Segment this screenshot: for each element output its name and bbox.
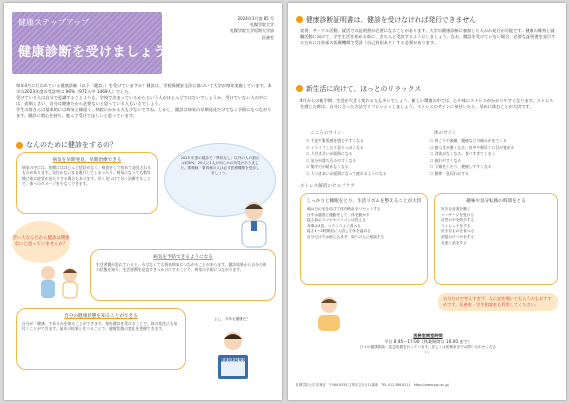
- benefit-bubble-know-health: 自分の健康状態を知ることができる 自分が「健康」であるかを知ることができます。毎年健診を受けることで、体の変化にも気付くことができます。前年の結果と比べることで、健康状態の変化を把握できます。: [16, 308, 186, 370]
- selfcare-label: ストレス解消のセルフケア: [300, 184, 355, 189]
- list-item: 自然の中を散歩する: [441, 218, 475, 223]
- relax-text: 4月からの新学期、生活が大きく変わる人も多いでしょう。新しい環境の中では、心や体にストレスがかかりやすくなります。ストレスを感じた時は、自分に合った方法でリフレッシュしましょう。ストレスのサインに気付いたら、早めに休むことが大切です。: [300, 98, 554, 109]
- mind-signs-label: こころのサイン: [310, 131, 342, 136]
- page-right: [288, 3, 566, 400]
- bullet-dot-icon: [16, 142, 23, 149]
- checklist-item[interactable]: ☐ 食欲がなくなる、食べすぎてしまう: [430, 151, 560, 158]
- bullet-dot-icon: [296, 16, 303, 23]
- list-item: マッサージを受ける: [441, 212, 474, 217]
- list-item: 自分だけでは抱え込まず、周りの人に相談する: [307, 234, 385, 239]
- checklist-item[interactable]: ☐ 気分が落ち込みやすくなる: [306, 158, 426, 165]
- selfcare-sleep-box: しっかりと睡眠をとり、生活リズムを整えることが大切 朝は日の光を浴びて体内時計をリセットする 日中は適度に運動をして、体を動かす 寝る前のスマホやパソコンは控える 食事は3食、バランスよく食べる 寝る1〜2時間前に入浴して体を温める 自分だけでは抱え込まず、周りの人に相談する: [300, 193, 428, 285]
- checklist-item[interactable]: ☐ 不安や緊張感を感じやすくなる: [306, 138, 426, 145]
- list-item: 日中は適度に運動をして、体を動かす: [307, 212, 370, 217]
- list-item: 寝る前のスマホやパソコンは控える: [307, 218, 366, 223]
- why-heading: なんのために健診をするの？: [16, 140, 117, 150]
- list-item: 友達と話をする: [441, 240, 467, 245]
- footer-contact: 札幌学院大学 医務室 〒069-8555 江別市文京台11番地 TEL 011-386-8111 https://www.sgu.ac.jp/: [296, 383, 450, 387]
- checklist-item[interactable]: ☐ 下痢をしたり、便秘しやすくなる: [430, 164, 560, 171]
- list-item: 朝は日の光を浴びて体内時計をリセットする: [307, 207, 381, 211]
- list-item: 食事は3食、バランスよく食べる: [307, 223, 361, 228]
- newsletter-name: 健康ステップアップ: [18, 18, 90, 27]
- checklist-item[interactable]: ☐ 人づきあいが面倒になって疲れるようになる: [306, 171, 426, 178]
- issue-meta: 2024年3月第 85 号 札幌学院大学 札幌学院大学短期大学部 医務室: [230, 16, 274, 40]
- results-book-label: 健康診断結果表: [220, 358, 246, 362]
- list-item: 部屋の片づけをする: [441, 234, 475, 239]
- clinic-hours-block: 医務室開室時間 平日 8:45〜17:00（休業期間は 16:00 まで） 日々の健康相談・応急処置を行っています。詳しくは医務室までお問い合わせください。: [359, 333, 497, 354]
- doctor-illustration-icon: [234, 199, 274, 249]
- relax-heading: 新生活に向けて、ほっとのリラックス: [296, 83, 421, 93]
- bullet-dot-icon: [296, 85, 303, 92]
- relaxing-person-illustration-icon: [308, 293, 350, 335]
- checklist-item[interactable]: ☐ 人付き合いが面倒になる: [306, 151, 426, 158]
- advice-speech-bubble: 自分だけで考えすぎず、人に話を聞いてもらうのもおすすめです。医務室・学生相談室も利用してください。: [438, 293, 558, 311]
- happy-caption: よし、今年も健康だ！: [214, 317, 250, 321]
- list-item: 好きなものを食べる: [441, 229, 475, 234]
- list-item: 好きな音楽を聴く: [441, 207, 471, 211]
- list-item: ストレッチをする: [441, 223, 471, 228]
- body-signs-label: 体のサイン: [434, 131, 457, 136]
- certificate-text: 実習、サークル活動、就活での証明書が必要になることがあります。大学の健康診断に参加した人のみ発行が可能です。健康の維持と就職活動に向けて、学生生活を始める前に、きちんと受診するようにしましょう。なお、健診を受けていない場合、必要な証明書を発行するためには外部の医療機関で受診（自己負担あり）する必要があります。: [300, 28, 556, 45]
- checklist-item[interactable]: ☐ 疲れやすくなる: [430, 158, 560, 165]
- checklist-item[interactable]: ☐ 集中力が続かなくなる: [306, 164, 426, 171]
- checklist-item[interactable]: ☐ 寝つきが悪くなる、夜中や朝早くに目が覚める: [430, 145, 560, 152]
- benefit-bubble-early-detection: 病気を早期発見、早期治療できる 病気の中には、初期にはほとんど症状がなく、検査をして初めて発見されるものがあります。気付かないまま進行してしまったり、病気になっても数年後に体に症状が出たりする場合もあります。早く見つけて早く治療することで、体へのダメージを少なくできます。: [16, 152, 158, 214]
- intro-text: 毎年4月に行われている健康診断（以下「健診」）を受けていますか？健診は、学校保健安全法に基づいて大学が毎年実施しています。本学の2023年度の受診率は 96%（971人中 1469人）でした。 受けている人は自分で意識することよりも、学校で決まっているからという人がほとんどではないでしょうか。受けていない人の中には、面倒くさい、自分は健康だから必要ないと思っている人もいるでしょう。 学生の皆さんは基本的には病気と縁遠く、病院にかかる人も少ないですね。しかし、健診は病気の早期発見だけでなく予防にもつながります。健診に関心を持ち、進んで受けてほしいと思っています。: [16, 83, 272, 118]
- benefit-bubble-prevention: 病気を予防できるようになる 生活習慣が乱れていると、今はなくても将来病気につながることがあります。健診結果から自分の体の状態を知り、生活習慣を見直すきっかけにすることで、病気の予防につながります。: [90, 249, 276, 301]
- page-title: 健康診断を受けましょう！: [18, 45, 181, 60]
- body-signs-checklist: [430, 138, 560, 177]
- statistic-note: 2023 年度の健診で「異常なし」以外の人の割合は約8%。20人に1人が何らかの所見がありました。要精検・要再検の人は必ず医療機関を受診しましょう。: [164, 143, 276, 217]
- checklist-item[interactable]: ☐ イライラしたり怒りっぽくなる: [306, 145, 426, 152]
- checklist-item[interactable]: ☐ 肩こりや頭痛、腹痛などの痛みが出てくる: [430, 138, 560, 145]
- checklist-item[interactable]: ☐ 動悸・息切れがする: [430, 171, 560, 178]
- nurse-patient-illustration-icon: [34, 263, 84, 301]
- selfcare-hobby-box: 趣味や気分転換の時間をとる 好きな音楽を聴く マッサージを受ける 自然の中を散歩する ストレッチをする 好きなものを食べる 部屋の片づけをする 友達と話をする: [434, 193, 558, 285]
- certificate-heading: 健康診断証明書は、健診を受けなければ発行できません: [296, 14, 476, 24]
- list-item: 寝る1〜2時間前に入浴して体を温める: [307, 229, 371, 234]
- page-left: [4, 3, 282, 400]
- mind-signs-checklist: [306, 138, 426, 177]
- reminder-circle: 若い人なんだから健診は関係ないと思っていませんか？: [12, 221, 70, 263]
